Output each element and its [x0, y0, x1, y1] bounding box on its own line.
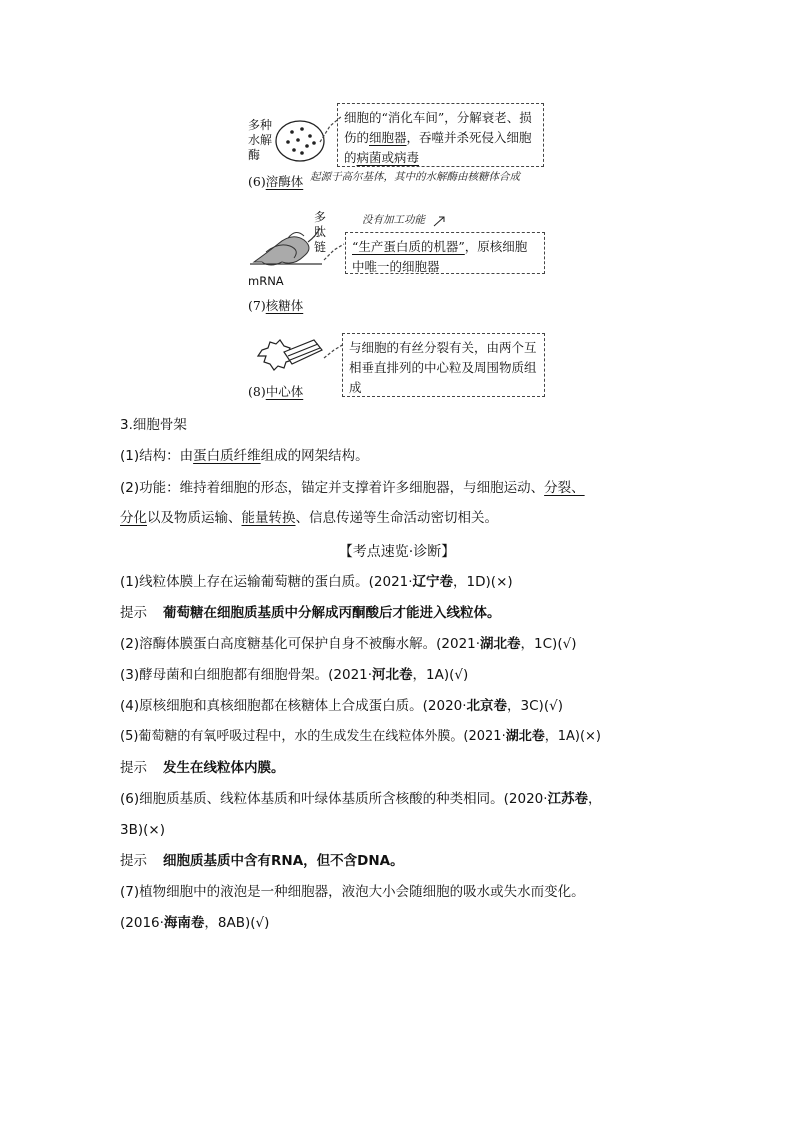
centrosome-title: (8)中心体 — [248, 384, 304, 399]
quiz-hint-1: 提示 葡萄糖在细胞质基质中分解成丙酮酸后才能进入线粒体。 — [120, 605, 501, 621]
quiz-item-5: (5)葡萄糖的有氧呼吸过程中，水的生成发生在线粒体外膜。(2021·湖北卷，1A)(×) — [120, 729, 601, 744]
lysosome-title: (6)溶酶体 — [248, 174, 304, 189]
quiz-hint-5: 提示 发生在线粒体内膜。 — [120, 760, 285, 776]
quiz-item-3: (3)酵母菌和白细胞都有细胞骨架。(2021·河北卷，1A)(√) — [120, 667, 469, 683]
lysosome-description-box: 细胞的“消化车间”，分解衰老、损伤的细胞器，吞噬并杀死侵入细胞的病菌或病毒 — [337, 103, 544, 167]
mrna-label: mRNA — [248, 274, 284, 288]
centrosome-icon — [254, 334, 326, 378]
cytoskeleton-function-line2: 分化以及物质运输、能量转换、信息传递等生命活动密切相关。 — [120, 510, 498, 526]
ribosome-description-box: “生产蛋白质的机器”，原核细胞中唯一的细胞器 — [345, 232, 545, 274]
cytoskeleton-function-line1: (2)功能：维持着细胞的形态，锚定并支撑着许多细胞器，与细胞运动、分裂、 — [120, 480, 585, 496]
quiz-item-7: (7)植物细胞中的液泡是一种细胞器，液泡大小会随细胞的吸水或失水而变化。 — [120, 884, 585, 900]
centrosome-description-box: 与细胞的有丝分裂有关，由两个互相垂直排列的中心粒及周围物质组成 — [342, 333, 545, 397]
quiz-item-7-source: (2016·海南卷，8AB)(√) — [120, 915, 270, 931]
ribosome-title: (7)核糖体 — [248, 298, 304, 313]
quiz-item-4: (4)原核细胞和真核细胞都在核糖体上合成蛋白质。(2020·北京卷，3C)(√) — [120, 698, 563, 714]
cytoskeleton-structure: (1)结构：由蛋白质纤维组成的网架结构。 — [120, 448, 369, 464]
handwritten-arrow-icon — [432, 214, 448, 228]
lysosome-handwritten-note: 起源于高尔基体，其中的水解酶由核糖体合成 — [310, 171, 520, 183]
ribosome-handwritten-note: 没有加工功能 — [362, 214, 425, 226]
quiz-item-6: (6)细胞质基质、线粒体基质和叶绿体基质所含核酸的种类相同。(2020·江苏卷， — [120, 791, 602, 807]
quiz-heading: 【考点速览·诊断】 — [338, 544, 456, 560]
quiz-hint-6: 提示 细胞质基质中含有RNA，但不含DNA。 — [120, 853, 404, 869]
lysosome-label: 多种 水解 酶 — [248, 118, 273, 162]
ribosome-connector — [322, 240, 346, 264]
quiz-item-2: (2)溶酶体膜蛋白高度糖基化可保护自身不被酶水解。(2021·湖北卷，1C)(√) — [120, 636, 577, 652]
quiz-item-6-continued: 3B)(×) — [120, 822, 165, 838]
quiz-item-1: (1)线粒体膜上存在运输葡萄糖的蛋白质。(2021·辽宁卷，1D)(×) — [120, 574, 513, 590]
section-heading-cytoskeleton: 3.细胞骨架 — [120, 417, 187, 433]
polypeptide-label: 多 肽 链 — [314, 210, 327, 254]
ribosome-icon — [248, 222, 328, 274]
